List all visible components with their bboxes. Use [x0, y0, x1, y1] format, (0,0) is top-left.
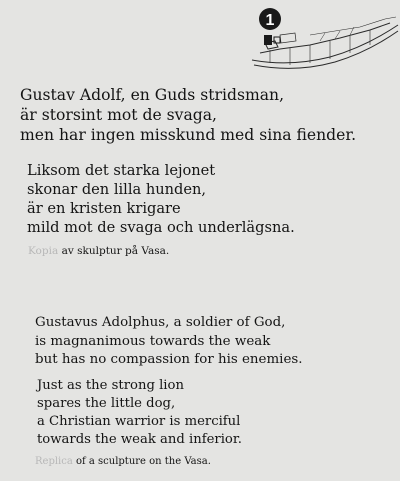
swedish-intro-text	[20, 85, 356, 145]
swedish-intro-line: men har ingen misskund med sina fiender.	[20, 126, 357, 144]
swedish-intro-line: Gustav Adolf, en Guds stridsman,	[20, 86, 285, 104]
swedish-caption-text: av skulptur på Vasa.	[58, 245, 170, 257]
english-intro-line: Gustavus Adolphus, a soldier of God,	[35, 315, 286, 330]
swedish-poem-line: Liksom det starka lejonet	[27, 162, 216, 179]
swedish-poem-line: mild mot de svaga och underlägsna.	[27, 219, 295, 236]
english-poem-text	[37, 377, 242, 449]
swedish-poem-line: skonar den lilla hunden,	[27, 181, 207, 198]
swedish-intro-line: är storsint mot de svaga,	[20, 106, 217, 124]
english-intro-line: but has no compassion for his enemies.	[35, 352, 303, 367]
english-caption-text: of a sculpture on the Vasa.	[72, 456, 211, 467]
english-caption-faded-word: Replica	[35, 456, 73, 467]
english-poem-line: a Christian warrior is merciful	[37, 414, 241, 429]
ship-location-diagram	[250, 5, 400, 80]
english-caption	[35, 456, 211, 467]
swedish-caption-faded-word: Kopia	[28, 245, 59, 257]
swedish-caption	[28, 245, 169, 257]
english-poem-line: spares the little dog,	[37, 396, 176, 411]
swedish-poem-text	[27, 161, 295, 237]
english-poem-line: Just as the strong lion	[37, 378, 184, 393]
english-intro-line: is magnanimous towards the weak	[35, 333, 271, 349]
english-intro-text	[35, 314, 303, 370]
english-poem-line: towards the weak and inferior.	[37, 432, 242, 447]
location-marker-number: 1	[265, 12, 275, 29]
swedish-poem-line: är en kristen krigare	[27, 200, 181, 217]
